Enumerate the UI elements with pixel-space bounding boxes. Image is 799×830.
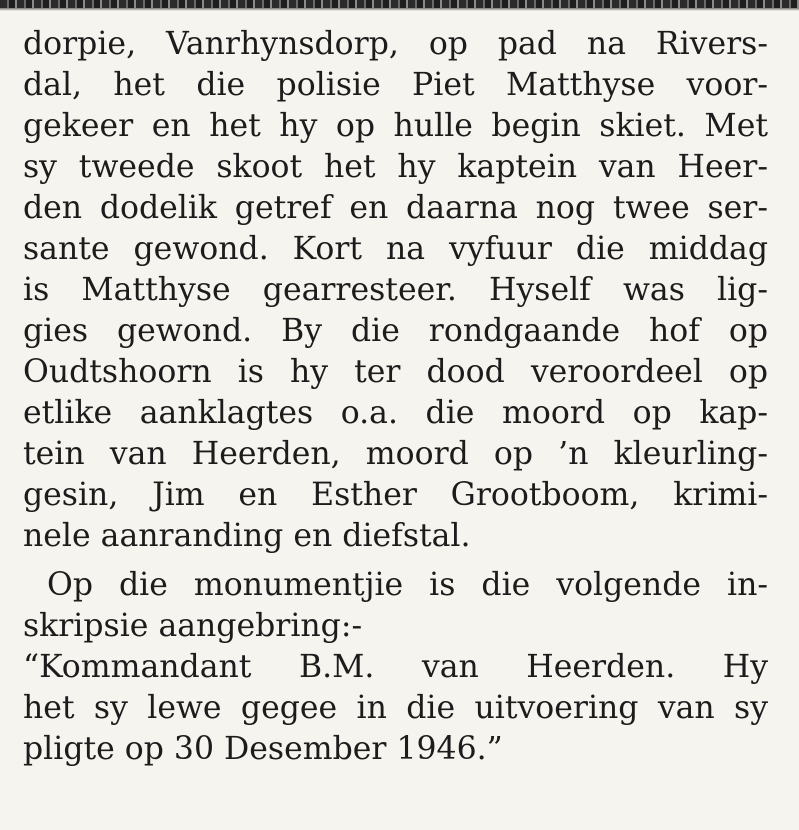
- text-line: nele aanranding en diefstal.: [23, 518, 471, 554]
- text-line: den dodelik getref en daarna nog twee ser-: [23, 190, 768, 226]
- text-line: tein van Heerden, moord op ’n kleurling-: [23, 436, 768, 472]
- text-line: skripsie aangebring:-: [23, 608, 363, 644]
- text-line: gies gewond. By die rondgaande hof op: [23, 313, 768, 349]
- inscription-line: “Kommandant B.M. van Heerden. Hy: [23, 649, 768, 685]
- text-line: dorpie, Vanrhynsdorp, op pad na Rivers-: [23, 26, 768, 62]
- paragraph-1: [23, 24, 768, 557]
- text-line: Op die monumentjie is die volgende in-: [47, 567, 768, 603]
- text-line: is Matthyse gearresteer. Hyself was lig-: [23, 272, 768, 308]
- text-line: sy tweede skoot het hy kaptein van Heer-: [23, 149, 768, 185]
- text-line: gekeer en het hy op hulle begin skiet. Met: [23, 108, 768, 144]
- text-line: sante gewond. Kort na vyfuur die middag: [23, 231, 768, 267]
- inscription-line: het sy lewe gegee in die uitvoering van sy: [23, 690, 768, 726]
- inscription-line: pligte op 30 Desember 1946.”: [23, 731, 503, 767]
- scan-edge-shadow: [0, 8, 799, 11]
- scan-top-edge: [0, 0, 799, 8]
- text-line: Oudtshoorn is hy ter dood veroordeel op: [23, 354, 768, 390]
- paragraph-2: [23, 565, 768, 770]
- paragraph-gap: [23, 557, 768, 565]
- text-line: etlike aanklagtes o.a. die moord op kap-: [23, 395, 768, 431]
- text-line: gesin, Jim en Esther Grootboom, krimi-: [23, 477, 768, 513]
- text-line: dal, het die polisie Piet Matthyse voor-: [23, 67, 768, 103]
- article-text: [23, 24, 768, 770]
